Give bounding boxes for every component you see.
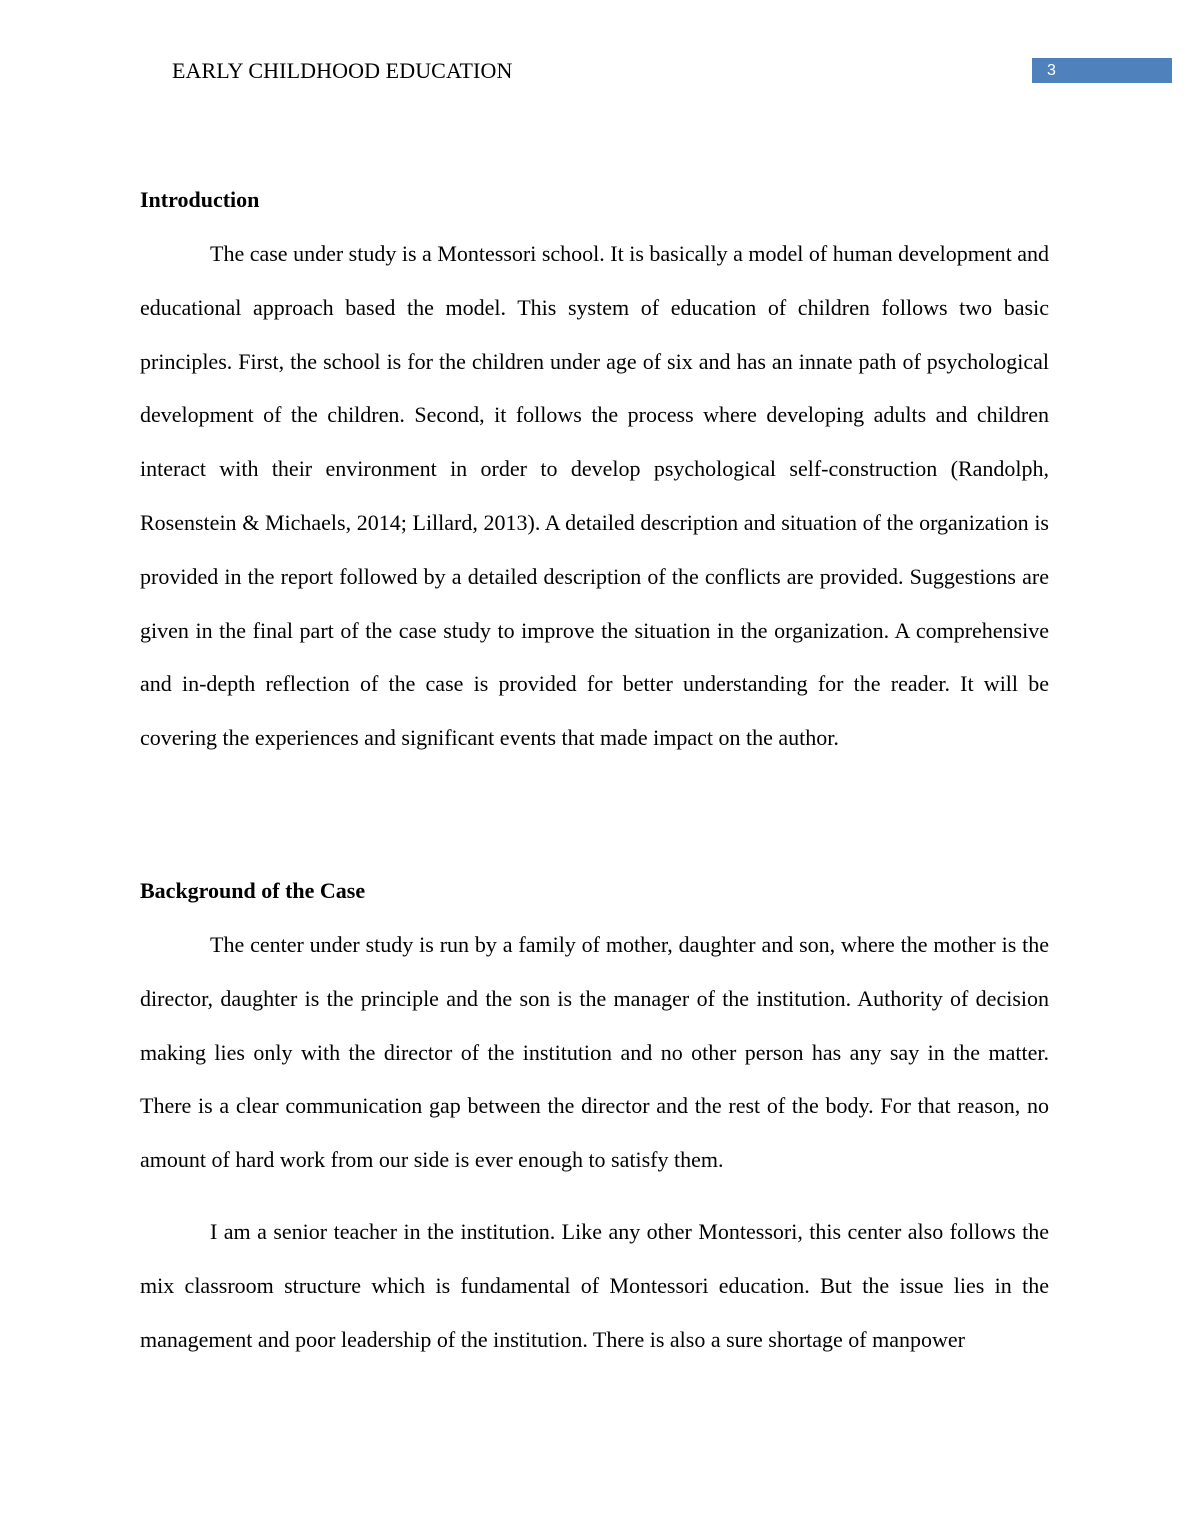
section-heading-background: Background of the Case [140, 878, 366, 903]
running-head: EARLY CHILDHOOD EDUCATION [172, 58, 513, 83]
page-number: 3 [1032, 58, 1172, 83]
background-paragraph-1: The center under study is run by a family of mother, daughter and son, where the mother is the director, daughter is the principle and the son is the manager of the institution. Authority of decision making lies only with the director of the institution and no other person has any say in the matter. There is a clear communication gap between the director and the rest of the body. For that reason, no amount of hard work from our side is ever enough to satisfy them. [140, 932, 1049, 1173]
background-paragraph-2: I am a senior teacher in the institution. Like any other Montessori, this center also follows the mix classroom structure which is fundamental of Montessori education. But the issue lies in the management and poor leadership of the institution. There is also a sure shortage of manpower [140, 1219, 1049, 1352]
section-heading-introduction: Introduction [140, 187, 260, 212]
introduction-paragraph: The case under study is a Montessori school. It is basically a model of human development and educational approach based the model. This system of education of children follows two basic principles. First, the school is for the children under age of six and has an innate path of psychological development of the children. Second, it follows the process where developing adults and children interact with their environment in order to develop psychological self-construction (Randolph, Rosenstein & Michaels, 2014; Lillard, 2013). A detailed description and situation of the organization is provided in the report followed by a detailed description of the conflicts are provided. Suggestions are given in the final part of the case study to improve the situation in the organization. A comprehensive and in-depth reflection of the case is provided for better understanding for the reader. It will be covering the experiences and significant events that made impact on the author. [140, 241, 1049, 751]
